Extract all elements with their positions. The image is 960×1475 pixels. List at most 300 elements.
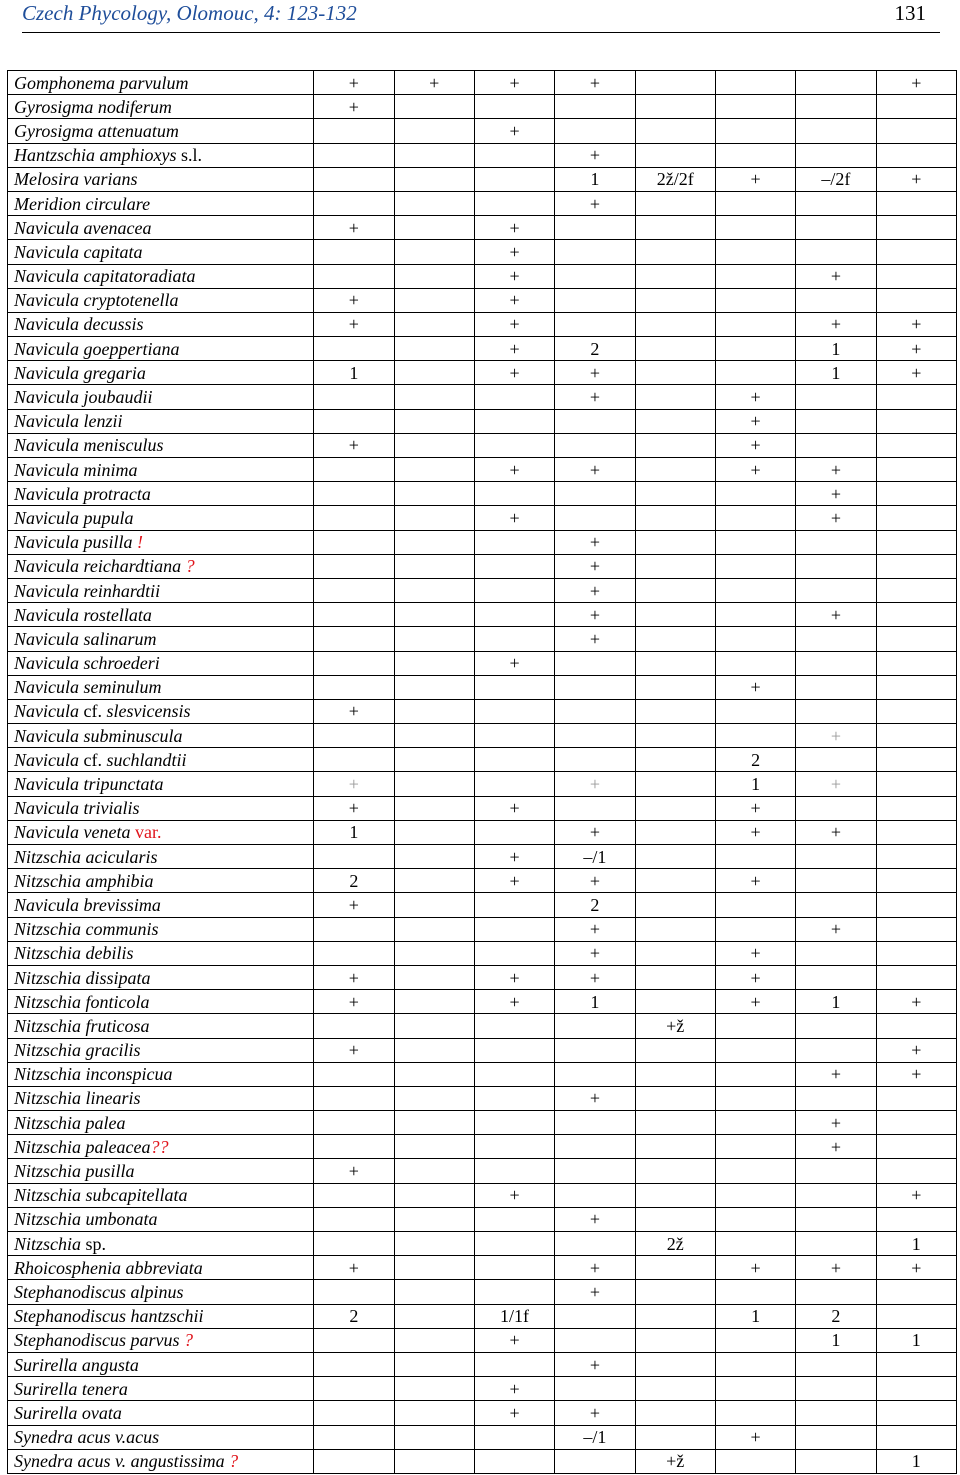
species-name	[8, 361, 314, 385]
occurrence-cell	[876, 603, 956, 627]
occurrence-cell: +	[474, 1377, 554, 1401]
species-name-part: Navicula gregaria	[14, 362, 146, 383]
occurrence-cell: 1	[796, 990, 876, 1014]
species-name	[8, 651, 314, 675]
table-row	[8, 772, 957, 796]
species-name	[8, 554, 314, 578]
occurrence-cell: 1	[555, 990, 635, 1014]
occurrence-cell	[876, 95, 956, 119]
table-row	[8, 71, 957, 95]
species-name	[8, 1014, 314, 1038]
occurrence-cell	[314, 240, 394, 264]
occurrence-cell: –/1	[555, 845, 635, 869]
occurrence-cell	[555, 482, 635, 506]
species-name-part: Navicula seminulum	[14, 677, 162, 698]
occurrence-cell	[635, 312, 715, 336]
occurrence-cell	[394, 990, 474, 1014]
occurrence-cell	[876, 845, 956, 869]
occurrence-cell	[796, 95, 876, 119]
occurrence-cell	[314, 651, 394, 675]
species-name	[8, 1062, 314, 1086]
table-row	[8, 1401, 957, 1425]
occurrence-cell	[796, 748, 876, 772]
occurrence-cell	[474, 1135, 554, 1159]
occurrence-cell	[394, 724, 474, 748]
occurrence-cell	[314, 143, 394, 167]
occurrence-cell: +	[555, 941, 635, 965]
occurrence-cell	[796, 1086, 876, 1110]
occurrence-cell	[394, 1256, 474, 1280]
species-name-part: Nitzschia debilis	[14, 943, 134, 964]
occurrence-cell	[876, 1280, 956, 1304]
occurrence-cell	[394, 409, 474, 433]
occurrence-cell	[635, 1159, 715, 1183]
occurrence-cell	[394, 603, 474, 627]
occurrence-cell	[796, 216, 876, 240]
occurrence-cell	[314, 1014, 394, 1038]
species-name-part: Gomphonema parvulum	[14, 72, 189, 93]
occurrence-cell	[635, 965, 715, 989]
species-name-part: Nitzschia dissipata	[14, 967, 151, 988]
occurrence-cell	[474, 603, 554, 627]
occurrence-cell	[394, 578, 474, 602]
occurrence-cell	[715, 143, 795, 167]
occurrence-cell	[796, 675, 876, 699]
occurrence-cell	[635, 1304, 715, 1328]
species-name	[8, 312, 314, 336]
table-row	[8, 264, 957, 288]
occurrence-cell: +	[474, 71, 554, 95]
occurrence-cell: +	[474, 240, 554, 264]
occurrence-cell	[876, 458, 956, 482]
species-name-part: Navicula brevissima	[14, 894, 161, 915]
occurrence-cell	[474, 675, 554, 699]
occurrence-cell	[715, 1183, 795, 1207]
species-name	[8, 724, 314, 748]
occurrence-cell	[635, 95, 715, 119]
table-row	[8, 458, 957, 482]
species-name-part: Nitzschia pusilla	[14, 1161, 135, 1182]
occurrence-cell	[796, 578, 876, 602]
occurrence-cell	[474, 772, 554, 796]
table-row	[8, 724, 957, 748]
occurrence-cell	[796, 119, 876, 143]
species-name	[8, 869, 314, 893]
species-name	[8, 699, 314, 723]
species-name-part: ?	[179, 1330, 193, 1351]
species-name-part: Stephanodiscus alpinus	[14, 1281, 184, 1302]
occurrence-cell	[876, 482, 956, 506]
occurrence-cell	[635, 1328, 715, 1352]
species-name	[8, 1280, 314, 1304]
occurrence-cell: +	[474, 1328, 554, 1352]
occurrence-cell	[394, 506, 474, 530]
occurrence-cell	[314, 506, 394, 530]
occurrence-cell: +	[555, 143, 635, 167]
occurrence-cell: +	[474, 1401, 554, 1425]
species-name	[8, 506, 314, 530]
occurrence-cell: 2ž/2f	[635, 167, 715, 191]
occurrence-cell	[474, 191, 554, 215]
occurrence-cell: +	[474, 312, 554, 336]
species-name	[8, 288, 314, 312]
occurrence-cell	[876, 1014, 956, 1038]
occurrence-cell: +	[555, 554, 635, 578]
species-name-part: Navicula salinarum	[14, 628, 157, 649]
table-row	[8, 1135, 957, 1159]
species-name-part: Hantzschia amphioxys	[14, 145, 177, 166]
occurrence-cell	[796, 627, 876, 651]
species-name-part: Navicula protracta	[14, 483, 151, 504]
species-name	[8, 1232, 314, 1256]
occurrence-cell	[635, 917, 715, 941]
occurrence-cell	[555, 1328, 635, 1352]
occurrence-cell	[394, 1377, 474, 1401]
occurrence-cell	[635, 772, 715, 796]
occurrence-cell	[474, 530, 554, 554]
occurrence-cell	[474, 554, 554, 578]
occurrence-cell: –/1	[555, 1425, 635, 1449]
occurrence-cell	[394, 627, 474, 651]
occurrence-cell	[635, 675, 715, 699]
occurrence-cell	[314, 458, 394, 482]
occurrence-cell	[314, 917, 394, 941]
occurrence-cell: +	[555, 1280, 635, 1304]
species-name-part: Navicula rostellata	[14, 604, 152, 625]
occurrence-cell: +	[715, 1256, 795, 1280]
table-row	[8, 240, 957, 264]
species-name	[8, 965, 314, 989]
occurrence-cell: +	[555, 1086, 635, 1110]
occurrence-cell	[394, 1135, 474, 1159]
species-name-part: cf.	[83, 701, 102, 722]
occurrence-cell	[715, 1352, 795, 1376]
species-name-part: Navicula lenzii	[14, 411, 123, 432]
occurrence-cell	[314, 1352, 394, 1376]
table-row	[8, 119, 957, 143]
occurrence-cell	[314, 603, 394, 627]
occurrence-cell	[474, 1256, 554, 1280]
table-row	[8, 675, 957, 699]
species-name-part: Nitzschia umbonata	[14, 1209, 158, 1230]
occurrence-cell: +	[555, 917, 635, 941]
occurrence-cell: +	[555, 965, 635, 989]
occurrence-cell	[876, 385, 956, 409]
table-row	[8, 1038, 957, 1062]
occurrence-cell	[796, 554, 876, 578]
table-row	[8, 796, 957, 820]
table-row	[8, 1256, 957, 1280]
species-name	[8, 748, 314, 772]
occurrence-cell: 2	[715, 748, 795, 772]
occurrence-cell	[635, 554, 715, 578]
occurrence-cell: +	[555, 361, 635, 385]
species-name-part: Navicula pusilla	[14, 532, 133, 553]
occurrence-cell: +	[314, 893, 394, 917]
species-name-part: cf.	[83, 749, 102, 770]
occurrence-cell: +	[314, 796, 394, 820]
occurrence-cell: +	[715, 941, 795, 965]
occurrence-cell	[474, 917, 554, 941]
species-name	[8, 433, 314, 457]
occurrence-cell	[555, 506, 635, 530]
species-name-part: Navicula minima	[14, 459, 138, 480]
occurrence-cell: 2	[555, 337, 635, 361]
occurrence-cell	[555, 1038, 635, 1062]
species-name-part: Synedra acus v. angustissima	[14, 1451, 225, 1472]
occurrence-cell	[555, 724, 635, 748]
occurrence-cell	[635, 748, 715, 772]
occurrence-cell	[635, 941, 715, 965]
occurrence-cell	[715, 627, 795, 651]
occurrence-cell: 2	[796, 1304, 876, 1328]
occurrence-cell	[394, 1207, 474, 1231]
occurrence-cell	[394, 1086, 474, 1110]
occurrence-cell	[796, 893, 876, 917]
occurrence-cell	[796, 1207, 876, 1231]
species-name-part: ??	[150, 1136, 169, 1157]
occurrence-cell: +	[876, 361, 956, 385]
table-row	[8, 965, 957, 989]
occurrence-cell	[394, 1014, 474, 1038]
occurrence-cell	[394, 772, 474, 796]
occurrence-cell: +	[474, 264, 554, 288]
species-name	[8, 1401, 314, 1425]
occurrence-cell: +	[715, 820, 795, 844]
occurrence-cell: +	[796, 264, 876, 288]
occurrence-cell	[635, 385, 715, 409]
occurrence-cell	[796, 1014, 876, 1038]
occurrence-cell	[876, 699, 956, 723]
occurrence-cell	[715, 651, 795, 675]
occurrence-cell	[394, 965, 474, 989]
occurrence-cell: +	[715, 965, 795, 989]
species-name	[8, 1038, 314, 1062]
occurrence-cell	[715, 264, 795, 288]
occurrence-cell	[474, 941, 554, 965]
occurrence-cell	[715, 95, 795, 119]
occurrence-cell	[796, 1183, 876, 1207]
occurrence-cell: +	[555, 1401, 635, 1425]
occurrence-cell: +	[314, 699, 394, 723]
species-name	[8, 1449, 314, 1473]
occurrence-cell: +	[474, 869, 554, 893]
species-name	[8, 1111, 314, 1135]
occurrence-cell: +	[796, 506, 876, 530]
table-row	[8, 385, 957, 409]
species-name-part: Navicula trivialis	[14, 798, 140, 819]
occurrence-cell	[796, 409, 876, 433]
occurrence-cell: +	[715, 869, 795, 893]
occurrence-cell: +	[314, 71, 394, 95]
occurrence-cell	[394, 699, 474, 723]
table-row	[8, 578, 957, 602]
occurrence-cell	[555, 119, 635, 143]
occurrence-cell	[715, 1280, 795, 1304]
species-name	[8, 1207, 314, 1231]
occurrence-cell: +	[314, 216, 394, 240]
species-name-part: Gyrosigma attenuatum	[14, 120, 179, 141]
occurrence-cell	[555, 699, 635, 723]
occurrence-cell	[394, 1328, 474, 1352]
occurrence-cell	[394, 1304, 474, 1328]
occurrence-cell	[796, 1159, 876, 1183]
occurrence-cell	[715, 578, 795, 602]
table-row	[8, 1449, 957, 1473]
occurrence-cell	[314, 530, 394, 554]
species-name-part: Navicula	[14, 749, 84, 770]
occurrence-cell: +	[314, 772, 394, 796]
species-name	[8, 191, 314, 215]
occurrence-cell	[474, 1014, 554, 1038]
occurrence-cell: +	[715, 385, 795, 409]
occurrence-cell	[715, 917, 795, 941]
occurrence-cell	[876, 1086, 956, 1110]
occurrence-cell	[394, 312, 474, 336]
species-name	[8, 385, 314, 409]
occurrence-cell	[474, 627, 554, 651]
occurrence-cell	[555, 95, 635, 119]
species-name-part: Navicula capitata	[14, 241, 143, 262]
species-name	[8, 917, 314, 941]
occurrence-cell	[635, 603, 715, 627]
occurrence-cell	[474, 409, 554, 433]
occurrence-cell	[796, 1038, 876, 1062]
occurrence-cell	[715, 1401, 795, 1425]
occurrence-cell: +	[796, 1135, 876, 1159]
occurrence-cell	[314, 748, 394, 772]
occurrence-cell: +	[474, 845, 554, 869]
occurrence-cell	[314, 119, 394, 143]
occurrence-cell: +	[314, 1256, 394, 1280]
occurrence-cell: +	[715, 433, 795, 457]
table-row	[8, 1183, 957, 1207]
occurrence-cell: +	[796, 772, 876, 796]
occurrence-cell	[635, 143, 715, 167]
occurrence-cell	[796, 433, 876, 457]
occurrence-cell	[474, 748, 554, 772]
occurrence-cell	[474, 1280, 554, 1304]
occurrence-cell: 2ž	[635, 1232, 715, 1256]
occurrence-cell	[314, 1111, 394, 1135]
species-name-part: Navicula reichardtiana	[14, 556, 182, 577]
occurrence-cell: +	[555, 603, 635, 627]
occurrence-cell: +	[876, 1256, 956, 1280]
species-name	[8, 1425, 314, 1449]
occurrence-cell	[796, 1401, 876, 1425]
occurrence-cell	[635, 1062, 715, 1086]
occurrence-cell	[314, 167, 394, 191]
species-name-part: Navicula avenacea	[14, 217, 152, 238]
table-row	[8, 603, 957, 627]
occurrence-cell	[876, 1401, 956, 1425]
table-row	[8, 627, 957, 651]
occurrence-cell	[876, 143, 956, 167]
occurrence-cell	[474, 1232, 554, 1256]
table-row	[8, 530, 957, 554]
table-row	[8, 312, 957, 336]
occurrence-cell: +	[314, 965, 394, 989]
occurrence-cell	[796, 869, 876, 893]
occurrence-cell: 2	[555, 893, 635, 917]
table-row	[8, 917, 957, 941]
species-name	[8, 240, 314, 264]
occurrence-cell	[474, 893, 554, 917]
table-row	[8, 482, 957, 506]
occurrence-cell	[555, 240, 635, 264]
table-row	[8, 433, 957, 457]
occurrence-cell	[394, 482, 474, 506]
species-name-part: ?	[224, 1451, 239, 1472]
occurrence-cell	[474, 1062, 554, 1086]
occurrence-cell	[394, 1111, 474, 1135]
occurrence-cell	[876, 796, 956, 820]
occurrence-cell: 1	[555, 167, 635, 191]
species-name-part: Gyrosigma nodiferum	[14, 96, 172, 117]
occurrence-cell	[635, 1401, 715, 1425]
occurrence-cell	[314, 1207, 394, 1231]
species-name-part: !	[132, 532, 143, 553]
occurrence-cell	[715, 361, 795, 385]
occurrence-cell	[474, 385, 554, 409]
occurrence-cell	[635, 578, 715, 602]
occurrence-cell	[555, 796, 635, 820]
occurrence-cell	[394, 119, 474, 143]
occurrence-cell	[635, 893, 715, 917]
species-name-part: Navicula schroederi	[14, 653, 160, 674]
occurrence-cell	[474, 433, 554, 457]
occurrence-cell	[474, 1159, 554, 1183]
occurrence-cell: +	[474, 1183, 554, 1207]
occurrence-cell	[394, 458, 474, 482]
occurrence-cell	[715, 337, 795, 361]
occurrence-cell	[715, 1062, 795, 1086]
occurrence-cell	[555, 675, 635, 699]
occurrence-cell	[715, 1086, 795, 1110]
occurrence-cell	[876, 264, 956, 288]
occurrence-cell: 1/1f	[474, 1304, 554, 1328]
occurrence-cell	[876, 893, 956, 917]
occurrence-cell	[796, 796, 876, 820]
occurrence-cell: +	[876, 167, 956, 191]
occurrence-cell	[314, 1135, 394, 1159]
occurrence-cell	[796, 1352, 876, 1376]
occurrence-cell	[876, 627, 956, 651]
occurrence-cell	[796, 1280, 876, 1304]
species-name-part: Synedra acus v.acus	[14, 1427, 160, 1448]
species-name	[8, 337, 314, 361]
table-row	[8, 1304, 957, 1328]
occurrence-cell	[876, 1304, 956, 1328]
occurrence-cell	[474, 167, 554, 191]
occurrence-cell	[314, 409, 394, 433]
occurrence-cell	[796, 941, 876, 965]
occurrence-cell	[314, 627, 394, 651]
occurrence-cell	[635, 119, 715, 143]
occurrence-cell: +	[796, 1062, 876, 1086]
table-row	[8, 167, 957, 191]
occurrence-cell	[876, 941, 956, 965]
occurrence-cell	[715, 1014, 795, 1038]
occurrence-cell	[635, 191, 715, 215]
occurrence-cell: 1	[715, 1304, 795, 1328]
occurrence-cell	[796, 1232, 876, 1256]
occurrence-cell	[555, 216, 635, 240]
species-name-part: Navicula capitatoradiata	[14, 266, 196, 287]
species-name	[8, 1086, 314, 1110]
occurrence-cell	[394, 167, 474, 191]
occurrence-cell	[314, 482, 394, 506]
